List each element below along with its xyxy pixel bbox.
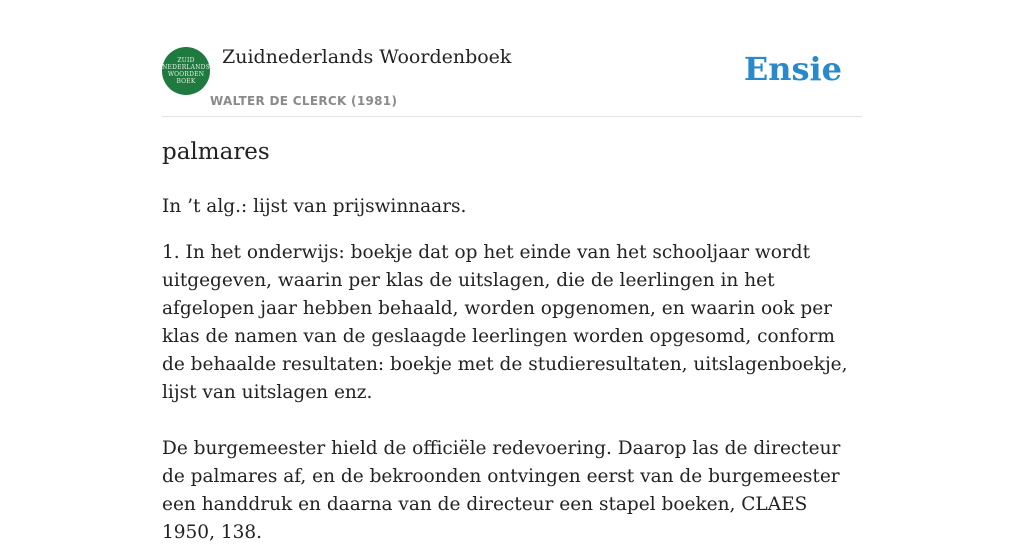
entry-sense: 1. In het onderwijs: boekje dat op het einde van het schooljaar wordt uitgegeven, waarin per klas de uitslagen, die de leerlingen in het afgelopen jaar hebben behaald, worden opgenomen, en waarin ook per klas de namen van de geslaagde leerlingen worden opgesomd, conform de behaalde resultaten: boekje met de studieresultaten, uitslagenboekje, lijst van uitslagen enz. [162,242,848,403]
entry-headword: palmares [162,139,270,165]
dictionary-author: WALTER DE CLERCK (1981) [210,94,398,108]
ensie-brand-link[interactable]: Ensie [743,50,842,88]
header [162,0,862,117]
entry-example: De burgemeester hield de officiële redevoering. Daarop las de directeur de palmares af, en de bekroonden ontvingen eerst van de burgemeester een handdruk en daarna van de directeur een stapel boeken, CLAES 1950, 138. [162,438,841,543]
entry-content [162,193,862,547]
dictionary-title[interactable]: Zuidnederlands Woordenboek [222,46,512,68]
book-cover-logo[interactable] [162,47,210,95]
entry-summary: In ’t alg.: lijst van prijswinnaars. [162,196,467,217]
logo-line: BOEK [176,78,196,85]
logo-line: WOORDEN [167,71,205,78]
logo-line: ZUID [177,57,195,64]
logo-line: NEDERLANDS [162,64,210,71]
